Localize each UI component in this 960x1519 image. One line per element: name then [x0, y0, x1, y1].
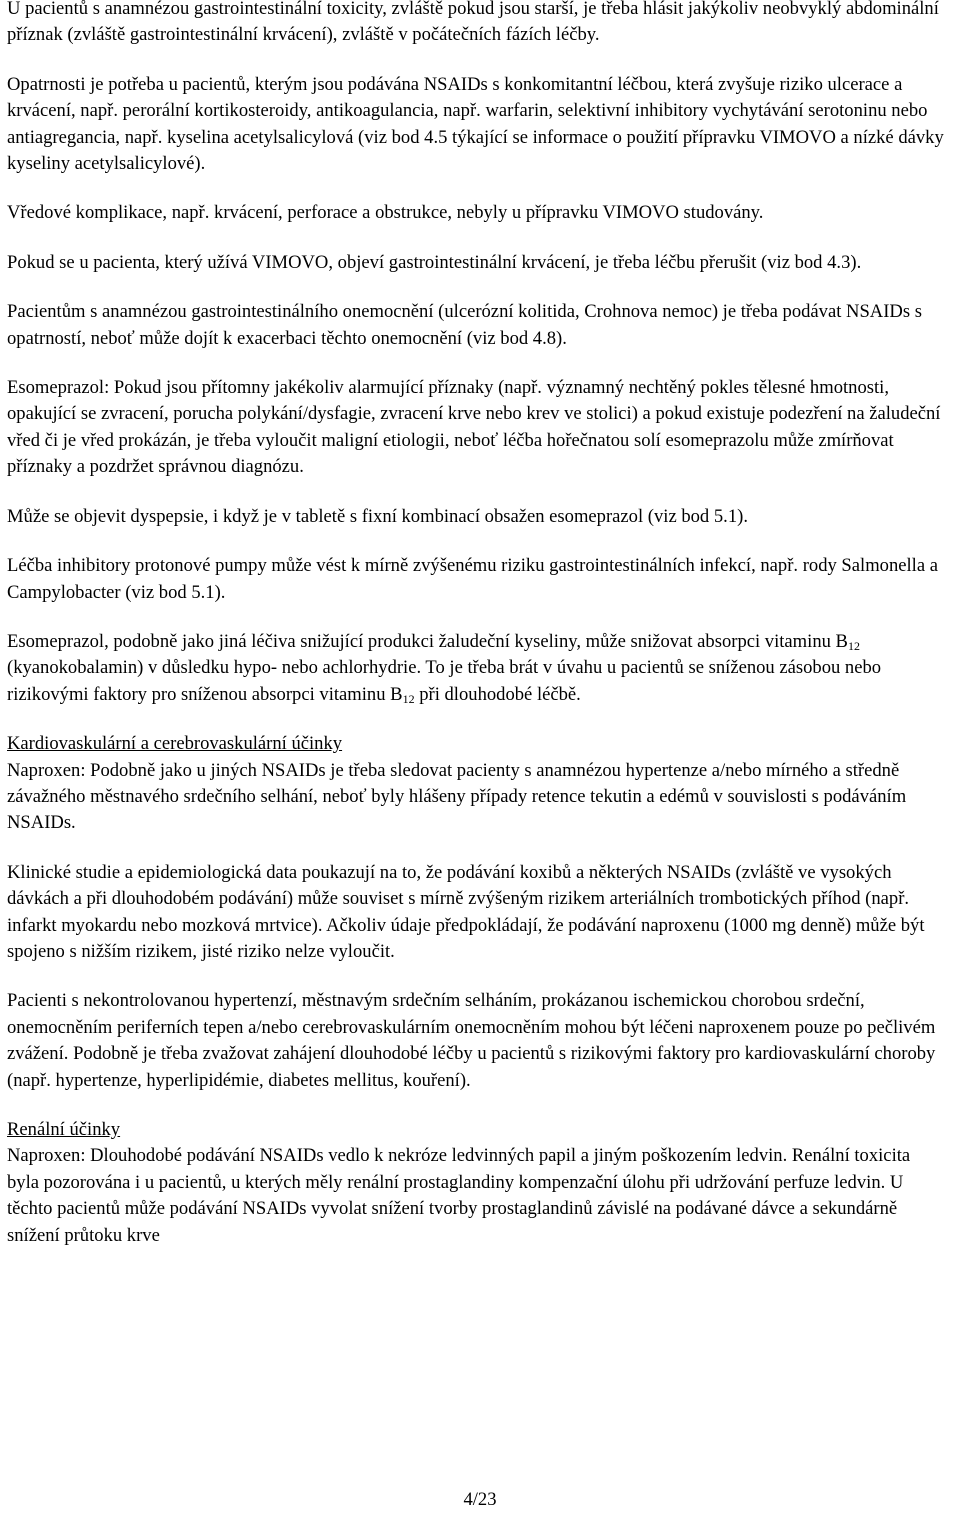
paragraph-gi-disease-history: Pacientům s anamnézou gastrointestinálního onemocnění (ulcerózní kolitida, Crohnova nemoc) je třeba podávat NSAIDs s opatrností, neboť může dojít k exacerbaci těchto onemocnění (viz bod 4.8).: [7, 301, 922, 349]
paragraph-dyspepsia: Může se objevit dyspepsie, i když je v tabletě s fixní kombinací obsažen esomeprazol (viz bod 5.1).: [7, 505, 748, 527]
paragraph-concomitant-treatment: Opatrnosti je potřeba u pacientů, kterým jsou podávána NSAIDs s konkomitantní léčbou, která zvyšuje riziko ulcerace a krvácení, např. perorální kortikosteroidy, antikoagulancia, např. warfarin, selektivní inhibitory vychytávání serotoninu nebo antiagregancia, např. kyselina acetylsalicylová (viz bod 4.5 týkající se informace o použití přípravku VIMOVO a nízké dávky kyseliny acetylsalicylové).: [7, 73, 944, 175]
paragraph-gi-toxicity: U pacientů s anamnézou gastrointestinální toxicity, zvláště pokud jsou starší, je třeba hlásit jakýkoliv neobvyklý abdominální příznak (zvláště gastrointestinální krvácení), zvláště v počátečních fázích léčby.: [7, 0, 939, 46]
paragraph-thrombotic-risk: Klinické studie a epidemiologická data poukazují na to, že podávání koxibů a některých NSAIDs (zvláště ve vysokých dávkách a při dlouhodobém podávání) může souviset s mírně zvýšeným rizikem arteriálních trombotických příhod (např. infarkt myokardu nebo mozková mrtvice). Ačkoliv údaje předpokládají, že podávání naproxenu (1000 mg denně) může být spojeno s nižším rizikem, jisté riziko nelze vyloučit.: [7, 861, 925, 962]
paragraph-vitamin-b12-part2: (kyanokobalamin) v důsledku hypo- nebo achlorhydrie. To je třeba brát v úvahu u pacientů se sníženou zásobou nebo rizikovými faktory pro sníženou absorpci vitaminu B: [7, 657, 882, 705]
paragraph-esomeprazole-alarm: Esomeprazol: Pokud jsou přítomny jakékoliv alarmující příznaky (např. významný nechtěný pokles tělesné hmotnosti, opakující se zvracení, porucha polykání/dysfagie, zvracení krve nebo krev ve stolici) a pokud existuje podezření na žaludeční vřed či je vřed prokázán, je třeba vyloučit maligní etiologii, neboť léčba hořečnatou solí esomeprazolu může zmírňovat příznaky a pozdržet správnou diagnózu.: [7, 377, 941, 478]
paragraph-renal-effects: Naproxen: Dlouhodobé podávání NSAIDs vedlo k nekróze ledvinných papil a jiným poškozením ledvin. Renální toxicita byla pozorována i u pacientů, u kterých měly renální prostaglandiny kompenzační úlohu při udržování perfuze ledvin. U těchto pacientů může podávání NSAIDs vyvolat snížení tvorby prostaglandinů závislé na podávané dávce a sekundárně snížení průtoku krve: [7, 1145, 911, 1246]
page-number: 4/23: [463, 1489, 497, 1510]
paragraph-ppi-infections: Léčba inhibitory protonové pumpy může vést k mírně zvýšenému riziku gastrointestinálních infekcí, např. rody Salmonella a Campylobacter (viz bod 5.1).: [7, 555, 938, 603]
paragraph-cardiovascular-patients: Pacienti s nekontrolovanou hypertenzí, městnavým srdečním selháním, prokázanou ischemickou chorobou srdeční, onemocněním periferních tepen a/nebo cerebrovaskulárním onemocněním mohou být léčeni naproxenem pouze po pečlivém zvážení. Podobně je třeba zvažovat zahájení dlouhodobé léčby u pacientů s rizikovými faktory pro kardiovaskulární choroby (např. hypertenze, hyperlipidémie, diabetes mellitus, kouření).: [7, 990, 936, 1091]
subscript-12: 12: [847, 638, 860, 653]
paragraph-vitamin-b12-part1: Esomeprazol, podobně jako jiná léčiva snižující produkci žaludeční kyseliny, může snižovat absorpci vitaminu B: [7, 630, 848, 652]
paragraph-ulcer-complications: Vředové komplikace, např. krvácení, perforace a obstrukce, nebyly u přípravku VIMOVO studovány.: [7, 202, 764, 224]
paragraph-gi-bleeding: Pokud se u pacienta, který užívá VIMOVO, objeví gastrointestinální krvácení, je třeba léčbu přerušit (viz bod 4.3).: [7, 251, 862, 273]
paragraph-vitamin-b12-part3: při dlouhodobé léčbě.: [414, 683, 581, 705]
paragraph-vitamin-b12: [7, 629, 946, 708]
section-heading-renal: Renální účinky: [7, 1119, 121, 1140]
paragraph-naproxen-hypertension: Naproxen: Podobně jako u jiných NSAIDs je třeba sledovat pacienty s anamnézou hypertenze a/nebo mírného a středně závažného městnavého srdečního selhání, neboť byly hlášeny případy retence tekutin a edémů v souvislosti s podáváním NSAIDs.: [7, 759, 907, 834]
subscript-12: 12: [402, 691, 415, 706]
section-heading-cardiovascular: Kardiovaskulární a cerebrovaskulární účinky: [7, 733, 343, 755]
